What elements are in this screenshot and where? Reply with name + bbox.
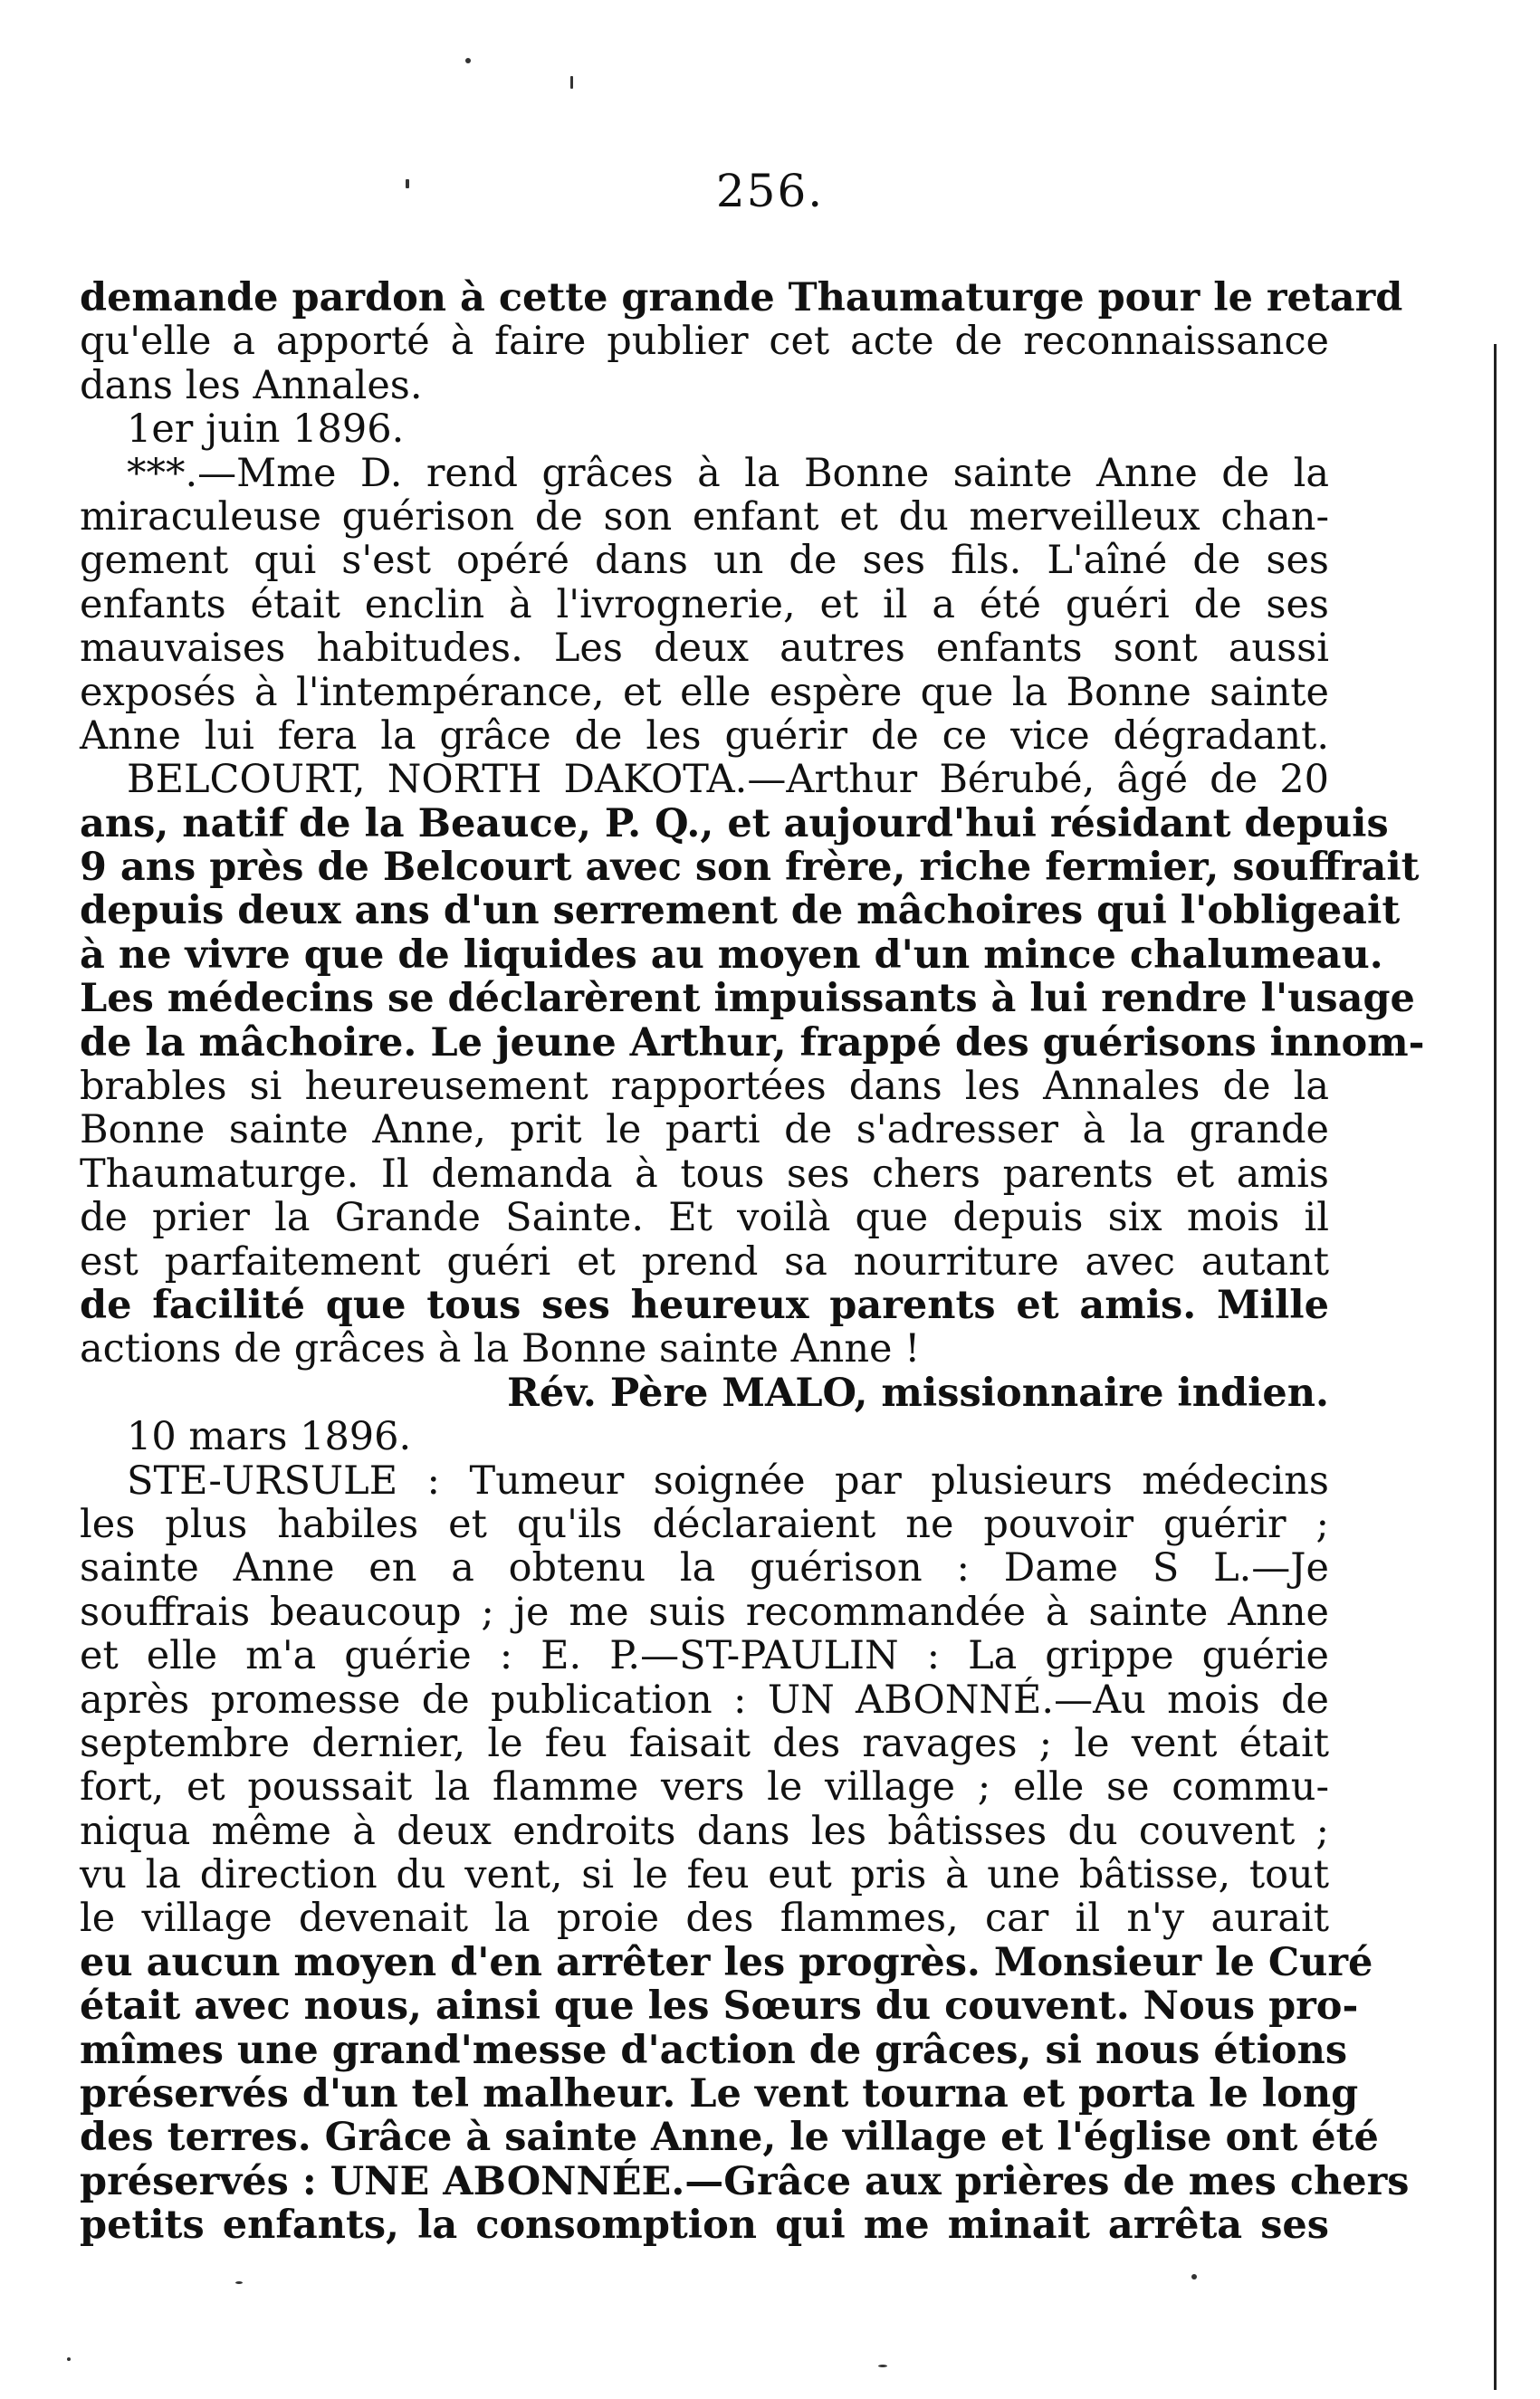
print-speck bbox=[878, 2365, 887, 2367]
page-edge-rule bbox=[1494, 344, 1497, 2390]
text-line: exposés à l'intempérance, et elle espère que la Bonne sainte bbox=[80, 669, 1329, 715]
text-line: demande pardon à cette grande Thaumaturge pour le retard bbox=[80, 275, 1403, 320]
text-line: brables si heureusement rapportées dans les Annales de la bbox=[80, 1064, 1329, 1110]
text-line: le village devenait la proie des flammes, car il n'y aurait bbox=[80, 1896, 1329, 1942]
page-body-text bbox=[80, 275, 1425, 2249]
text-line: vu la direction du vent, si le feu eut pris à une bâtisse, tout bbox=[80, 1852, 1329, 1898]
text-line: Thaumaturge. Il demanda à tous ses chers parents et amis bbox=[80, 1151, 1329, 1197]
text-line: préservés : UNE ABONNÉE.—Grâce aux prières de mes chers bbox=[80, 2158, 1410, 2204]
page-number: 256. bbox=[715, 165, 825, 217]
print-speck bbox=[1191, 2274, 1197, 2280]
text-line: Bonne sainte Anne, prit le parti de s'adresser à la grande bbox=[80, 1107, 1329, 1153]
text-line: septembre dernier, le feu faisait des ravages ; le vent était bbox=[80, 1720, 1329, 1766]
text-line: dans les Annales. bbox=[80, 362, 423, 408]
text-line: et elle m'a guérie : E. P.—ST-PAULIN : La grippe guérie bbox=[80, 1633, 1329, 1679]
text-line: niqua même à deux endroits dans les bâtisses du couvent ; bbox=[80, 1808, 1329, 1854]
text-line: des terres. Grâce à sainte Anne, le village et l'église ont été bbox=[80, 2115, 1379, 2161]
text-line: ***.—Mme D. rend grâces à la Bonne sainte Anne de la bbox=[127, 450, 1329, 496]
text-line: enfants était enclin à l'ivrognerie, et il a été guéri de ses bbox=[80, 581, 1329, 627]
text-line: mîmes une grand'messe d'action de grâces, si nous étions bbox=[80, 2027, 1348, 2073]
text-line: mauvaises habitudes. Les deux autres enfants sont aussi bbox=[80, 626, 1329, 672]
text-line: eu aucun moyen d'en arrêter les progrès. Monsieur le Curé bbox=[80, 1939, 1373, 1985]
date-line: 10 mars 1896. bbox=[127, 1414, 412, 1460]
text-line: les plus habiles et qu'ils déclaraient ne pouvoir guérir ; bbox=[80, 1501, 1329, 1547]
text-line: depuis deux ans d'un serrement de mâchoires qui l'obligeait bbox=[80, 888, 1401, 934]
text-line: de la mâchoire. Le jeune Arthur, frappé des guérisons innom- bbox=[80, 1019, 1425, 1066]
text-line: après promesse de publication : UN ABONNÉ.—Au mois de bbox=[80, 1677, 1329, 1723]
text-line: sainte Anne en a obtenu la guérison : Dame S L.—Je bbox=[80, 1545, 1329, 1591]
text-line: fort, et poussait la flamme vers le village ; elle se commu- bbox=[80, 1764, 1329, 1811]
text-line: BELCOURT, NORTH DAKOTA.—Arthur Bérubé, âgé de 20 bbox=[127, 757, 1329, 803]
print-speck bbox=[570, 76, 573, 89]
text-line: à ne vivre que de liquides au moyen d'un mince chalumeau. bbox=[80, 932, 1383, 978]
text-line: préservés d'un tel malheur. Le vent tourna et porta le long bbox=[80, 2071, 1359, 2117]
text-line: Anne lui fera la grâce de les guérir de ce vice dégradant. bbox=[80, 712, 1329, 759]
text-line: ans, natif de la Beauce, P. Q., et aujourd'hui résidant depuis bbox=[80, 800, 1389, 846]
text-line: miraculeuse guérison de son enfant et du merveilleux chan- bbox=[80, 493, 1329, 540]
text-line: est parfaitement guéri et prend sa nourriture avec autant bbox=[80, 1238, 1329, 1285]
print-speck bbox=[406, 179, 409, 188]
text-line: STE-URSULE : Tumeur soignée par plusieurs médecins bbox=[127, 1458, 1329, 1504]
print-speck bbox=[465, 58, 471, 63]
text-line: petits enfants, la consomption qui me minait arrêta ses bbox=[80, 2203, 1329, 2249]
text-line: 9 ans près de Belcourt avec son frère, riche fermier, souffrait bbox=[80, 845, 1420, 891]
text-line: de facilité que tous ses heureux parents et amis. Mille bbox=[80, 1282, 1329, 1328]
text-line: 1er juin 1896. bbox=[127, 406, 405, 453]
text-line: actions de grâces à la Bonne sainte Anne ! bbox=[80, 1326, 921, 1372]
text-line: était avec nous, ainsi que les Sœurs du couvent. Nous pro- bbox=[80, 1983, 1359, 2030]
text-line: qu'elle a apporté à faire publier cet acte de reconnaissance bbox=[80, 319, 1329, 365]
text-line: gement qui s'est opéré dans un de ses fils. L'aîné de ses bbox=[80, 538, 1329, 584]
text-line: de prier la Grande Sainte. Et voilà que depuis six mois il bbox=[80, 1195, 1329, 1241]
print-speck bbox=[67, 2357, 71, 2361]
text-line: Les médecins se déclarèrent impuissants à lui rendre l'usage bbox=[80, 976, 1415, 1022]
text-line: souffrais beaucoup ; je me suis recommandée à sainte Anne bbox=[80, 1589, 1329, 1635]
signature-line: Rév. Père MALO, missionnaire indien. bbox=[507, 1370, 1329, 1416]
print-speck bbox=[235, 2281, 243, 2284]
